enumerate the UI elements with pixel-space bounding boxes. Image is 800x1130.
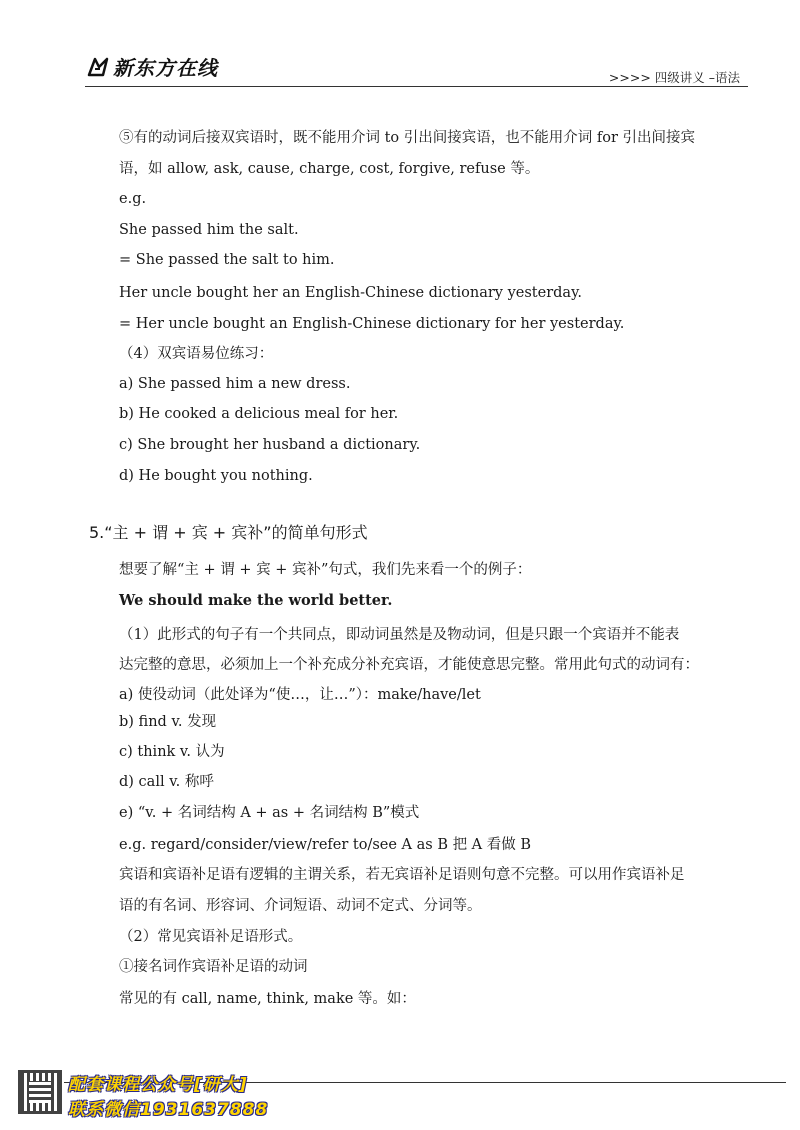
example-sentence: e.g. regard/consider/view/refer to/see A as B 把 A 看做 B [119, 837, 532, 853]
promo-text: 联系微信1931637888 [68, 1100, 269, 1120]
subheading: （2）常见宾语补足语形式。 [119, 929, 303, 945]
subheading: ①接名词作宾语补足语的动词 [119, 959, 308, 975]
paragraph-line: 常见的有 call, name, think, make 等。如： [119, 991, 416, 1007]
example-sentence: = Her uncle bought an English-Chinese dictionary for her yesterday. [119, 316, 625, 332]
example-sentence: = She passed the salt to him. [119, 252, 335, 268]
paragraph-line: 语，如 allow, ask, cause, charge, cost, forgive, refuse 等。 [119, 161, 540, 177]
subheading: （4）双宾语易位练习： [119, 346, 274, 362]
list-item: a) 使役动词（此处译为“使…，让…”）：make/have/let [119, 687, 481, 703]
example-sentence-bold: We should make the world better. [119, 592, 393, 609]
example-sentence: Her uncle bought her an English-Chinese dictionary yesterday. [119, 285, 582, 301]
section-heading: 5.“主 + 谓 + 宾 + 宾补”的简单句形式 [89, 523, 368, 542]
list-item: b) find v. 发现 [119, 714, 217, 730]
list-item: d) He bought you nothing. [119, 468, 313, 484]
paragraph-line: 宾语和宾语补足语有逻辑的主谓关系，若无宾语补足语则句意不完整。可以用作宾语补足 [119, 867, 685, 883]
brand-logo-text: 新东方在线 [113, 56, 218, 80]
page-header [0, 0, 800, 95]
paragraph-line: （1）此形式的句子有一个共同点，即动词虽然是及物动词，但是只跟一个宾语并不能表 [119, 627, 680, 643]
list-item: d) call v. 称呼 [119, 774, 214, 790]
paragraph-line: ⑤有的动词后接双宾语时，既不能用介词 to 引出间接宾语，也不能用介词 for 引出间接宾 [119, 130, 696, 146]
qr-code-icon [18, 1070, 62, 1114]
list-item: b) He cooked a delicious meal for her. [119, 406, 399, 422]
list-item: e) “v. + 名词结构 A + as + 名词结构 B”模式 [119, 805, 420, 821]
example-label: e.g. [119, 191, 147, 207]
header-divider [85, 86, 748, 87]
paragraph-line: 语的有名词、形容词、介词短语、动词不定式、分词等。 [119, 898, 482, 914]
promo-text: 配套课程公众号[研大] [68, 1075, 248, 1095]
paragraph-line: 想要了解“主 + 谓 + 宾 + 宾补”句式，我们先来看一个的例子： [119, 562, 532, 578]
list-item: a) She passed him a new dress. [119, 376, 351, 392]
list-item: c) think v. 认为 [119, 744, 225, 760]
paragraph-line: 达完整的意思，必须加上一个补充成分补充宾语，才能使意思完整。常用此句式的动词有： [119, 657, 699, 673]
section-label: >>>> 四级讲义 –语法 [608, 70, 740, 85]
list-item: c) She brought her husband a dictionary. [119, 437, 421, 453]
brand-logo [86, 52, 218, 81]
example-sentence: She passed him the salt. [119, 222, 299, 238]
brand-logo-icon [86, 55, 110, 79]
page-footer [0, 1060, 800, 1130]
